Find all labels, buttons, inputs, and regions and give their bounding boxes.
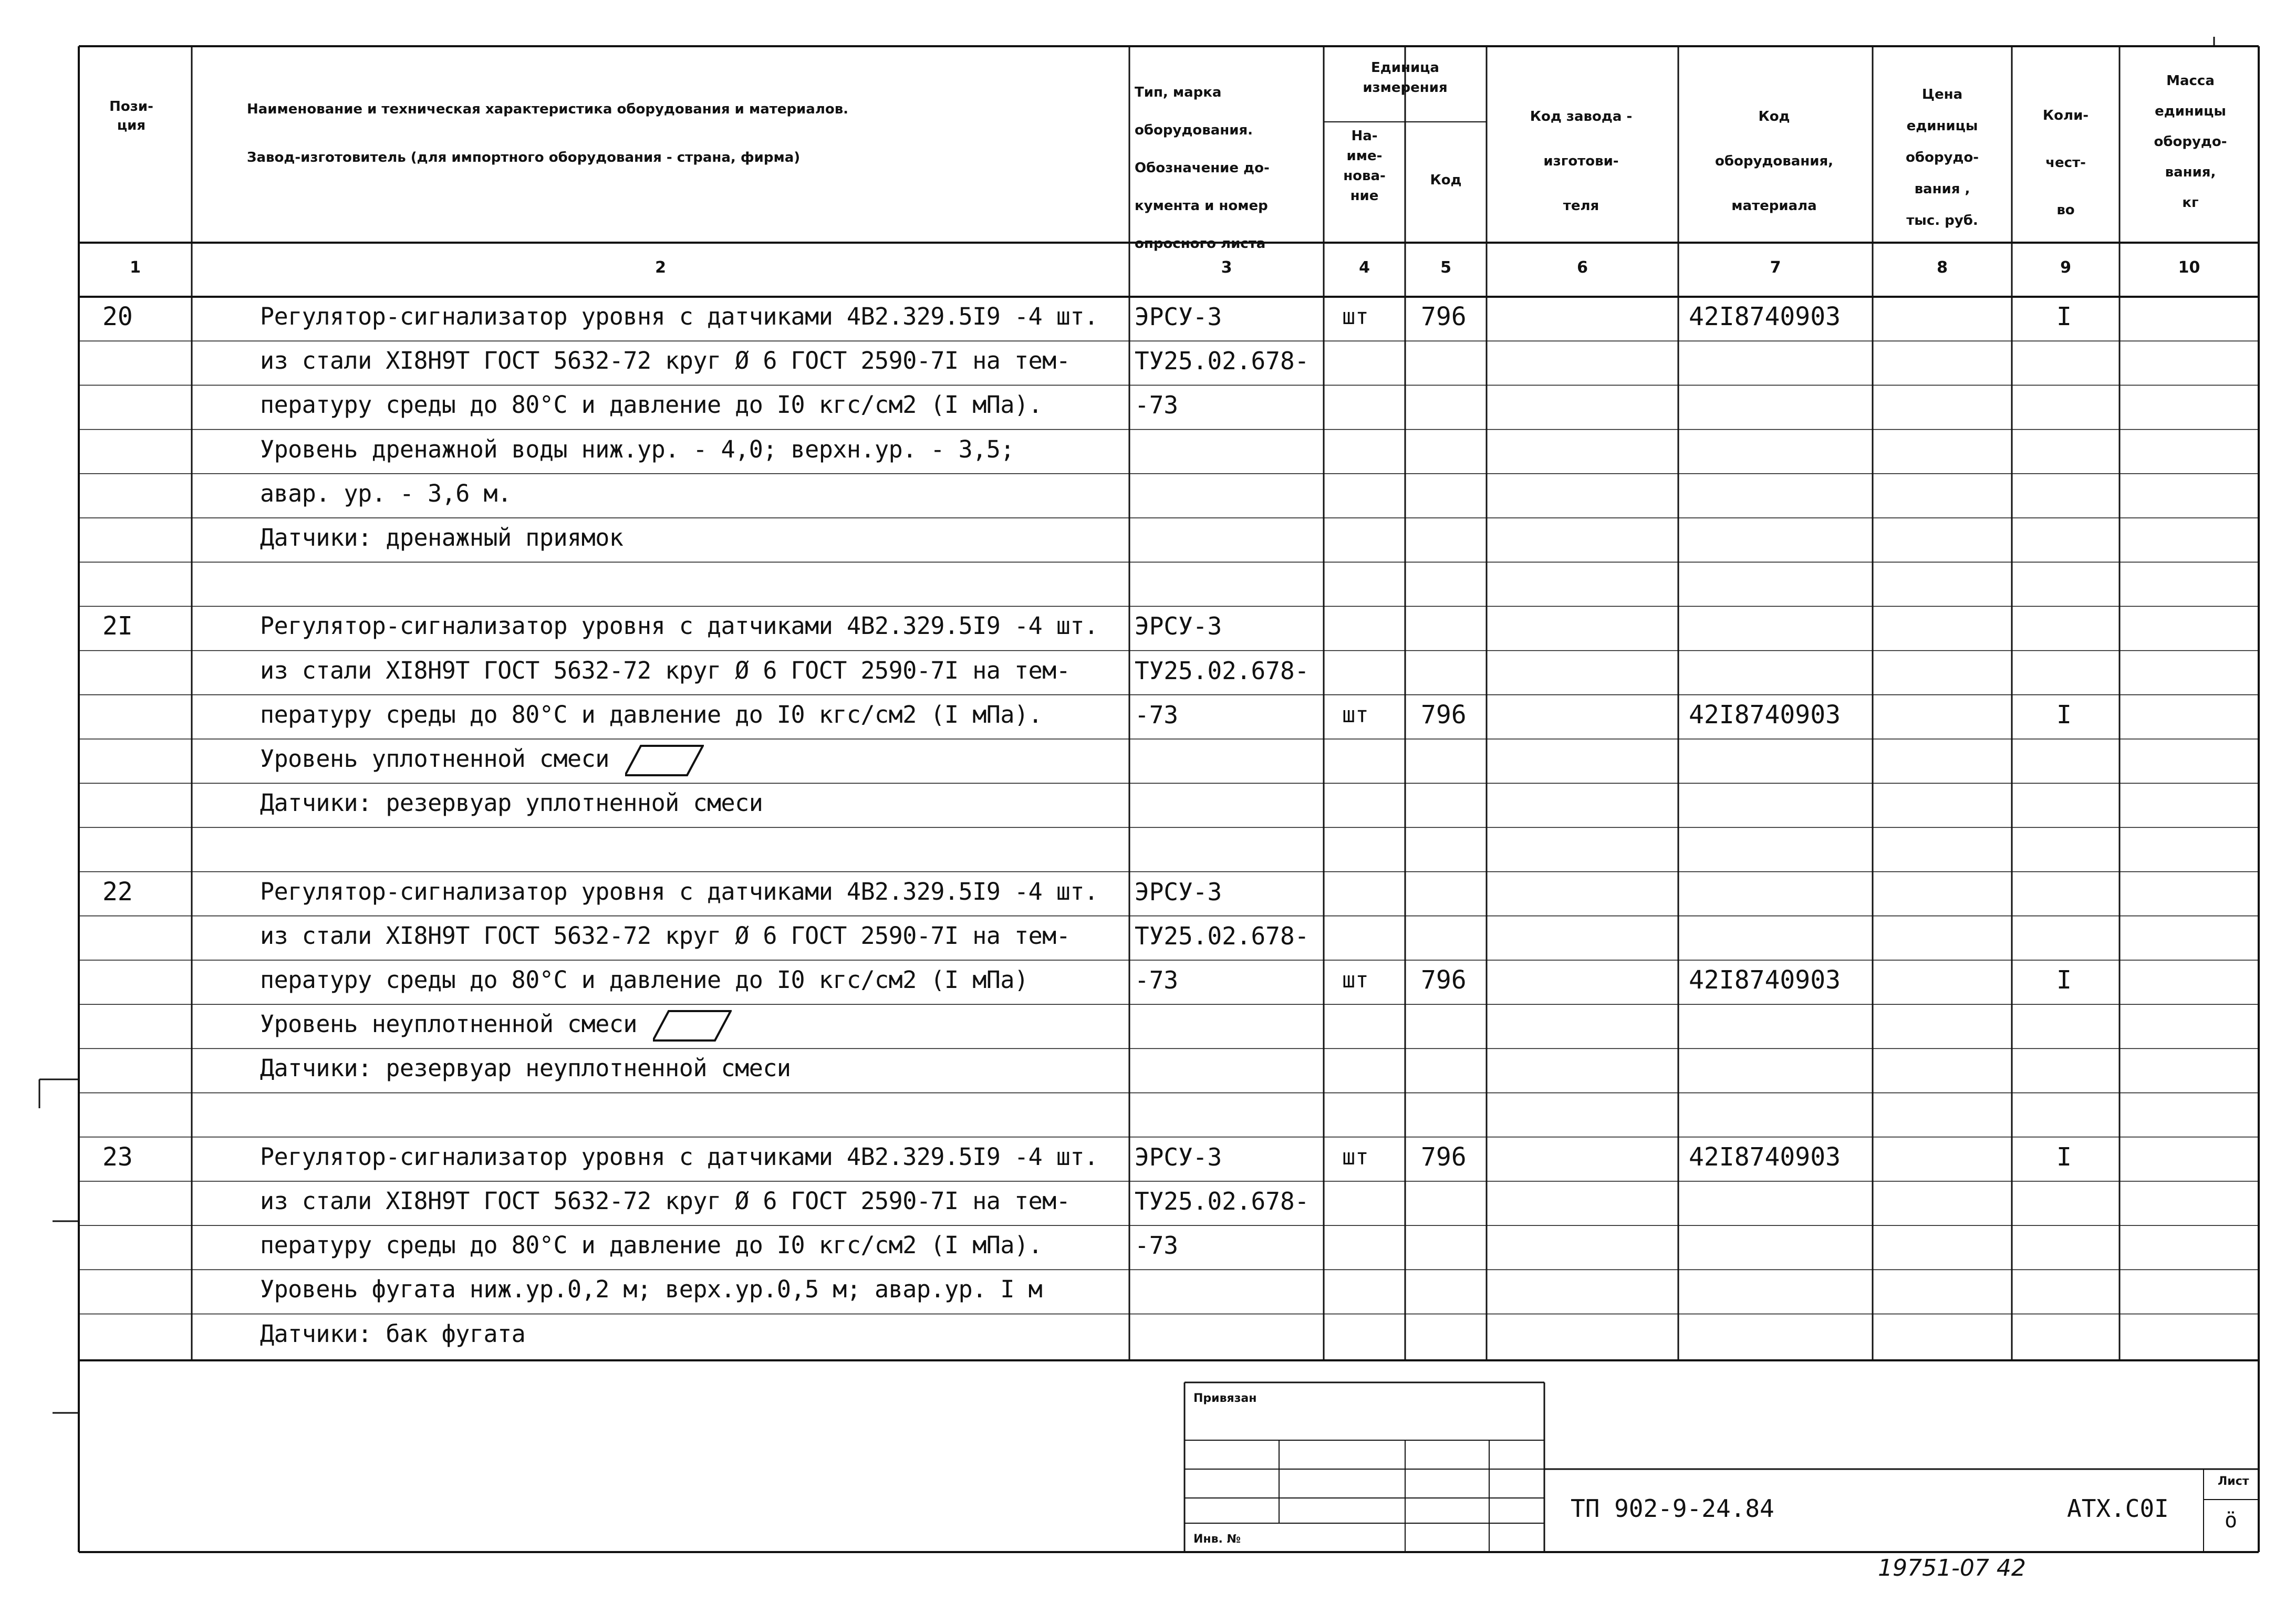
- type-cell: ТУ25.02.678-: [1135, 921, 1310, 950]
- column-number: 1: [130, 258, 141, 277]
- unit-name-cell: шт: [1342, 304, 1369, 329]
- header-equipment-code: Код оборудования, материала: [1715, 109, 1834, 214]
- name-cell: Регулятор-сигнализатор уровня с датчиками 4В2.329.5I9 -4 шт.: [260, 1142, 1098, 1171]
- column-number: 4: [1359, 258, 1370, 277]
- type-cell: ТУ25.02.678-: [1135, 656, 1310, 685]
- quantity-cell: I: [2056, 965, 2072, 995]
- header-name-line1: Наименование и техническая характеристика оборудования и материалов.: [247, 101, 849, 117]
- equipment-code-cell: 42I8740903: [1689, 965, 1841, 995]
- type-cell: ЭРСУ-3: [1135, 877, 1222, 906]
- unit-name-cell: шт: [1342, 967, 1369, 993]
- position-cell: 2I: [102, 611, 133, 641]
- level-symbol: [625, 737, 704, 781]
- name-cell: Регулятор-сигнализатор уровня с датчиками 4В2.329.5I9 -4 шт.: [260, 612, 1098, 640]
- column-number: 8: [1937, 258, 1948, 277]
- name-cell: Уровень неуплотненной смеси: [260, 1002, 732, 1046]
- header-unit-group: Единица измерения: [1363, 60, 1448, 96]
- name-cell: Датчики: бак фугата: [260, 1319, 526, 1348]
- name-cell: Датчики: резервуар неуплотненной смеси: [260, 1054, 791, 1083]
- level-symbol: [653, 1002, 732, 1046]
- type-cell: -73: [1135, 391, 1179, 420]
- header-quantity: Коли- чест- во: [2042, 108, 2089, 218]
- name-cell: из стали XI8H9T ГОСТ 5632-72 круг Ø 6 ГОСТ 2590-7I на тем-: [260, 921, 1071, 950]
- column-number: 7: [1770, 258, 1781, 277]
- privyazan-label: Привязан: [1193, 1392, 1257, 1405]
- name-cell: Регулятор-сигнализатор уровня с датчиками 4В2.329.5I9 -4 шт.: [260, 877, 1098, 906]
- name-cell: Датчики: резервуар уплотненной смеси: [260, 789, 763, 817]
- type-cell: ТУ25.02.678-: [1135, 1187, 1310, 1215]
- type-cell: ТУ25.02.678-: [1135, 347, 1310, 376]
- type-cell: -73: [1135, 966, 1179, 994]
- unit-code-cell: 796: [1421, 700, 1467, 730]
- position-cell: 22: [102, 877, 133, 907]
- name-cell: Уровень дренажной воды ниж.ур. - 4,0; верхн.ур. - 3,5;: [260, 435, 1014, 463]
- name-cell: Регулятор-сигнализатор уровня с датчиками 4В2.329.5I9 -4 шт.: [260, 303, 1098, 330]
- column-number: 2: [655, 258, 666, 277]
- document-number: ТП 902-9-24.84: [1571, 1494, 1774, 1523]
- unit-code-cell: 796: [1421, 302, 1467, 331]
- name-cell: пературу среды до 80°С и давление до I0 кгс/см2 (I мПа): [260, 966, 1028, 994]
- type-cell: ЭРСУ-3: [1135, 612, 1222, 641]
- type-cell: ЭРСУ-3: [1135, 303, 1222, 331]
- type-cell: -73: [1135, 700, 1179, 729]
- header-unit-code: Код: [1430, 172, 1462, 188]
- name-cell: пературу среды до 80°С и давление до I0 кгс/см2 (I мПа).: [260, 391, 1043, 419]
- name-cell: из стали XI8H9T ГОСТ 5632-72 круг Ø 6 ГОСТ 2590-7I на тем-: [260, 1187, 1071, 1215]
- name-cell: из стали XI8H9T ГОСТ 5632-72 круг Ø 6 ГОСТ 2590-7I на тем-: [260, 347, 1071, 375]
- name-cell: Уровень фугата ниж.ур.0,2 м; верх.ур.0,5 м; авар.ур. I м: [260, 1275, 1043, 1304]
- header-unit-name: На- име- нова- ние: [1343, 128, 1386, 204]
- sheet-number: ö: [2225, 1508, 2238, 1533]
- name-cell: пературу среды до 80°С и давление до I0 кгс/см2 (I мПа).: [260, 700, 1043, 729]
- equipment-code-cell: 42I8740903: [1689, 700, 1841, 730]
- header-price: Цена единицы оборудо- вания , тыс. руб.: [1905, 87, 1979, 228]
- document-code: АТХ.С0I: [2067, 1494, 2169, 1523]
- name-cell: из стали XI8H9T ГОСТ 5632-72 круг Ø 6 ГОСТ 2590-7I на тем-: [260, 656, 1071, 684]
- column-number: 3: [1221, 258, 1232, 277]
- header-name-line2: Завод-изготовитель (для импортного оборудования - страна, фирма): [247, 150, 801, 165]
- position-cell: 20: [102, 302, 133, 331]
- sheet-label: Лист: [2218, 1475, 2249, 1488]
- quantity-cell: I: [2056, 700, 2072, 730]
- equipment-code-cell: 42I8740903: [1689, 1142, 1841, 1172]
- name-cell: пературу среды до 80°С и давление до I0 кгс/см2 (I мПа).: [260, 1231, 1043, 1260]
- name-cell: Датчики: дренажный приямок: [260, 524, 624, 551]
- unit-name-cell: шт: [1342, 701, 1369, 727]
- name-cell: Уровень уплотненной смеси: [260, 737, 704, 781]
- column-number: 6: [1577, 258, 1588, 277]
- unit-name-cell: шт: [1342, 1143, 1369, 1170]
- equipment-code-cell: 42I8740903: [1689, 302, 1841, 331]
- type-cell: ЭРСУ-3: [1135, 1142, 1222, 1171]
- position-cell: 23: [102, 1142, 133, 1172]
- inventory-number-label: Инв. №: [1193, 1533, 1241, 1546]
- unit-code-cell: 796: [1421, 1142, 1467, 1172]
- header-maker-code: Код завода - изготови- теля: [1530, 109, 1633, 214]
- quantity-cell: I: [2056, 302, 2072, 331]
- type-cell: -73: [1135, 1231, 1179, 1260]
- unit-code-cell: 796: [1421, 965, 1467, 995]
- column-number: 5: [1440, 258, 1451, 277]
- handwritten-archive-number: 19751-07 42: [1878, 1555, 2026, 1581]
- header-mass: Масса единицы оборудо- вания, кг: [2154, 73, 2227, 211]
- name-cell: авар. ур. - 3,6 м.: [260, 479, 512, 507]
- header-position: Пози- ция: [109, 99, 153, 133]
- column-number: 9: [2060, 258, 2071, 277]
- quantity-cell: I: [2056, 1142, 2072, 1172]
- header-type: Тип, марка оборудования. Обозначение до- кумента и номер опросного листа: [1135, 85, 1270, 252]
- column-number: 10: [2178, 258, 2200, 277]
